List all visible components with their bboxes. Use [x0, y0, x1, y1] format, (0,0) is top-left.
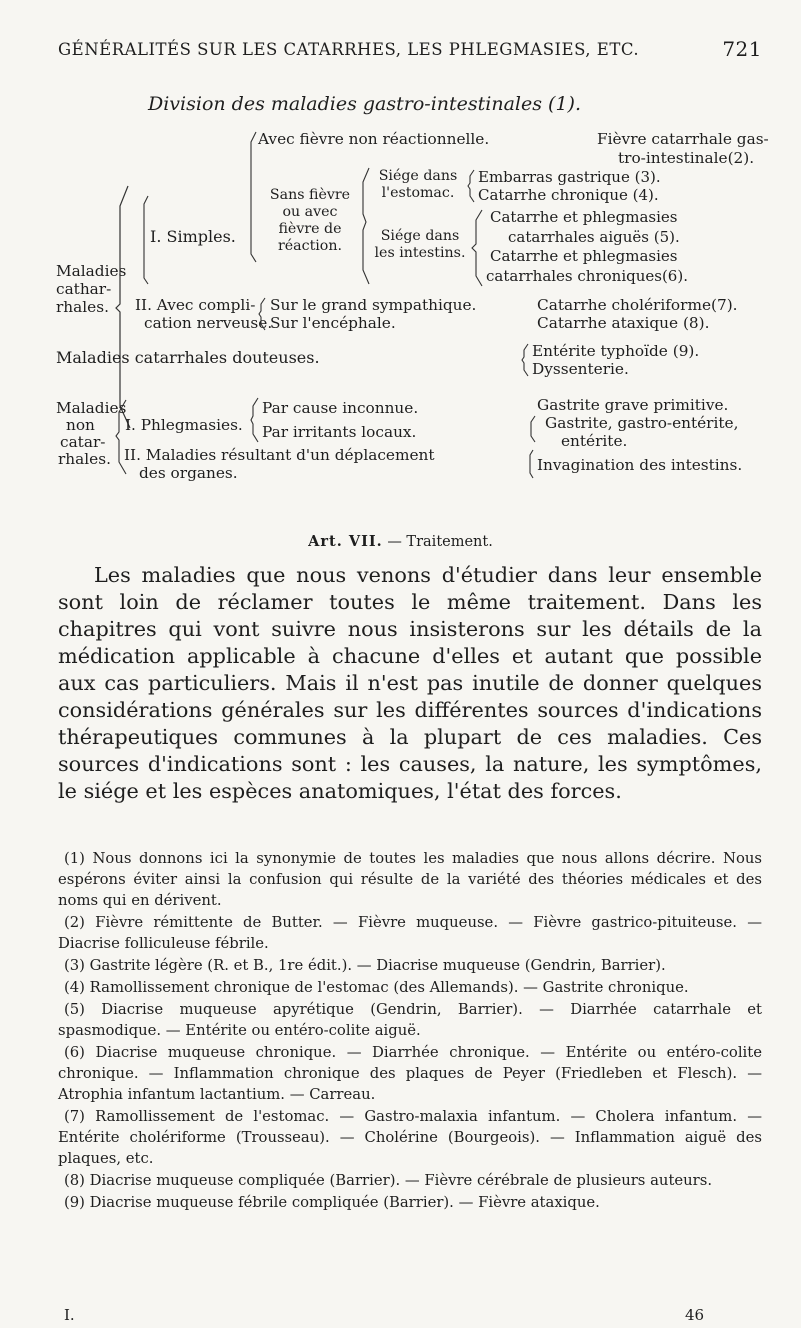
signature-number: 46 — [685, 1306, 705, 1324]
estomac-bracket — [467, 168, 477, 204]
compliques-label: II. Avec compli- cation nerveuse. — [135, 296, 273, 332]
sans-fievre: Sans fièvre ou avec fièvre de réaction. — [269, 187, 351, 254]
douteuses-results: Entérite typhoïde (9). Dyssenterie. — [532, 342, 700, 378]
siege-estomac: Siége dans l'estomac. — [378, 168, 458, 201]
deplacement-result: Invagination des intestins. — [537, 456, 743, 474]
simples-label: I. Simples. — [150, 227, 236, 246]
article-heading — [0, 533, 801, 550]
estomac-results: Embarras gastrique (3). Catarrhe chronique (4). — [478, 168, 661, 204]
footnote-2: (2) Fièvre rémittente de Butter. — Fièvre muqueuse. — Fièvre gastrico-pituiteuse. — Diacrise folliculeuse fébrile. — [58, 914, 762, 952]
compliques-results: Catarrhe cholériforme(7). Catarrhe ataxique (8). — [537, 296, 738, 332]
fever-brace — [248, 130, 258, 264]
intestins-results: Catarrhe et phlegmasies catarrhales aiguës (5). Catarrhe et phlegmasies catarrhales chroniques(6). — [486, 208, 688, 285]
signature-mark: I. — [64, 1306, 75, 1324]
compliques-bracket — [258, 296, 268, 332]
footnote-7: (7) Ramollissement de l'estomac. — Gastro-malaxia infantum. — Cholera infantum. — Entérite cholériforme (Trousseau). — Cholérine (Bourgeois). — Inflammation aiguë des plaques, etc. — [58, 1108, 762, 1167]
group1-brace — [114, 184, 136, 430]
simples-bracket — [140, 194, 152, 286]
article-number: Art. VII. — [308, 533, 383, 550]
article-title: — Traitement. — [387, 534, 493, 550]
phlegmasies-items: Par cause inconnue. Par irritants locaux. — [262, 399, 419, 441]
body-paragraph: Les maladies que nous venons d'étudier dans leur ensemble sont loin de réclamer toutes le même traitement. Dans les chapitres qui vont suivre nous insisterons sur les détails de la médication applicable à chacune d'elles et autant que possible aux cas particuliers. Mais il n'est pas inutile de donner quelques considérations générales sur les différentes sources d'indications thérapeutiques communes à la plupart de ces maladies. Ces sources d'indications sont : les causes, la nature, les symptômes, le siége et les espèces anatomiques, l'état des forces. — [58, 563, 762, 803]
running-header — [58, 37, 762, 61]
footnote-8: (8) Diacrise muqueuse compliquée (Barrier). — Fièvre cérébrale de plusieurs auteurs. — [64, 1172, 713, 1189]
group1-label: Maladies cathar- rhales. — [56, 262, 127, 316]
phlegmasies-results-bracket — [528, 414, 538, 444]
phlegmasies-results: Gastrite grave primitive. Gastrite, gastro-entérite, entérite. — [537, 396, 739, 450]
footnote-9: (9) Diacrise muqueuse fébrile compliquée (Barrier). — Fièvre ataxique. — [64, 1194, 600, 1211]
douteuses-label: Maladies catarrhales douteuses. — [56, 348, 320, 367]
deplacement-label: II. Maladies résultant d'un déplacement des organes. — [124, 446, 435, 482]
fever-reactional-result-1: Fièvre catarrhale gas- — [597, 130, 769, 148]
siege-intestins: Siége dans les intestins. — [374, 228, 466, 261]
division-title: Division des maladies gastro-intestinales (1). — [148, 93, 581, 115]
footnote-5: (5) Diacrise muqueuse apyrétique (Gendrin, Barrier). — Diarrhée catarrhale et spasmodique. — Entérite ou entéro-colite aiguë. — [58, 1001, 762, 1039]
footnotes — [58, 848, 762, 1214]
footnote-4: (4) Ramollissement chronique de l'estomac (des Allemands). — Gastrite chronique. — [64, 979, 689, 996]
phlegmasies-bracket — [250, 396, 260, 444]
group2-label: Maladies non catar- rhales. — [56, 399, 127, 468]
fever-reactional-result-2: tro-intestinale(2). — [618, 149, 755, 167]
page-number: 721 — [722, 37, 762, 61]
footnote-6: (6) Diacrise muqueuse chronique. — Diarrhée chronique. — Entérite ou entéro-colite chronique. — Inflammation chronique des plaques de Peyer (Friedleben et Flesch). — Atrophia infantum lactantium. — Carreau. — [58, 1044, 762, 1103]
phlegmasies-label: I. Phlegmasies. — [125, 416, 243, 434]
footnote-1: (1) Nous donnons ici la synonymie de toutes les maladies que nous allons décrire. Nous espérons éviter ainsi la confusion qui résulte de la variété des théories médicales et des noms qui en dérivent. — [58, 850, 762, 909]
intestins-bracket — [470, 208, 484, 288]
running-title: GÉNÉRALITÉS SUR LES CATARRHES, LES PHLEGMASIES, ETC. — [58, 40, 640, 59]
footnote-3: (3) Gastrite légère (R. et B., 1re édit.). — Diacrise muqueuse (Gendrin, Barrier). — [64, 957, 666, 974]
fever-reactional: Avec fièvre non réactionnelle. — [258, 130, 490, 148]
deplacement-bracket — [527, 448, 537, 480]
douteuses-bracket — [521, 342, 531, 378]
compliques-items: Sur le grand sympathique. Sur l'encéphale. — [270, 296, 477, 332]
